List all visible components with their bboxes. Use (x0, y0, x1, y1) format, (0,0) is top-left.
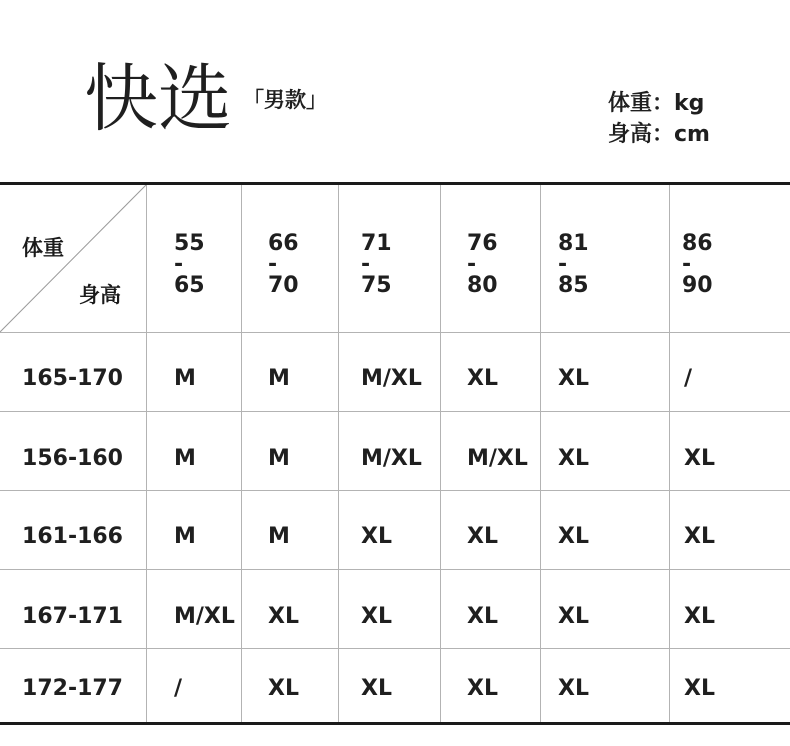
column-header-bottom: 65 (174, 273, 205, 298)
column-header-bottom: 80 (467, 273, 498, 298)
column-header-bottom: 70 (268, 273, 299, 298)
table-cell: XL (684, 676, 715, 701)
table-cell: M (268, 366, 290, 391)
row-label: 156-160 (22, 446, 123, 471)
unit-height: 身高：cm (608, 122, 710, 147)
table-cell: XL (558, 676, 589, 701)
column-header-dash: - (174, 252, 184, 277)
column-header-bottom: 75 (361, 273, 392, 298)
table-cell: XL (268, 604, 299, 629)
row-label: 165-170 (22, 366, 123, 391)
units-legend (608, 88, 710, 150)
table-cell: M/XL (361, 366, 422, 391)
table-cell: M/XL (174, 604, 235, 629)
column-header-top: 66 (268, 231, 299, 256)
grid-hline (0, 648, 790, 649)
column-header (682, 233, 713, 296)
table-cell: M (268, 446, 290, 471)
column-header-top: 81 (558, 231, 589, 256)
column-header-top: 86 (682, 231, 713, 256)
column-header-top: 71 (361, 231, 392, 256)
grid-vline (241, 185, 242, 722)
corner-weight-label: 体重 (22, 236, 64, 260)
table-cell: M/XL (361, 446, 422, 471)
table-cell: XL (467, 366, 498, 391)
row-label: 167-171 (22, 604, 123, 629)
table-cell: XL (268, 676, 299, 701)
table-cell: / (684, 366, 693, 391)
column-header (558, 233, 589, 296)
grid-hline (0, 411, 790, 412)
corner-height-label: 身高 (79, 283, 121, 307)
grid-vline (440, 185, 441, 722)
column-header-dash: - (467, 252, 477, 277)
column-header-top: 55 (174, 231, 205, 256)
table-cell: XL (684, 604, 715, 629)
column-header (174, 233, 205, 296)
table-cell: XL (558, 446, 589, 471)
column-header-dash: - (268, 252, 278, 277)
table-bottom-rule (0, 722, 790, 725)
grid-vline (338, 185, 339, 722)
table-cell: XL (467, 604, 498, 629)
row-label: 172-177 (22, 676, 123, 701)
column-header (268, 233, 299, 296)
table-cell: XL (684, 524, 715, 549)
unit-weight: 体重：kg (608, 91, 705, 116)
column-header-bottom: 90 (682, 273, 713, 298)
column-header-top: 76 (467, 231, 498, 256)
table-cell: M (174, 446, 196, 471)
table-cell: XL (467, 676, 498, 701)
table-cell: XL (361, 676, 392, 701)
column-header (361, 233, 392, 296)
column-header-dash: - (682, 252, 692, 277)
grid-vline (669, 185, 670, 722)
table-cell: XL (361, 604, 392, 629)
table-cell: XL (361, 524, 392, 549)
column-header-dash: - (558, 252, 568, 277)
grid-vline (540, 185, 541, 722)
table-cell: XL (558, 604, 589, 629)
table-cell: M/XL (467, 446, 528, 471)
table-cell: M (174, 366, 196, 391)
table-cell: XL (684, 446, 715, 471)
grid-hline (0, 569, 790, 570)
table-cell: XL (558, 366, 589, 391)
column-header-dash: - (361, 252, 371, 277)
page-subtitle: 「男款」 (243, 88, 327, 112)
table-cell: XL (467, 524, 498, 549)
table-cell: M (268, 524, 290, 549)
page-title: 快选 (84, 56, 232, 142)
row-label: 161-166 (22, 524, 123, 549)
column-header (467, 233, 498, 296)
table-cell: XL (558, 524, 589, 549)
column-header-bottom: 85 (558, 273, 589, 298)
table-cell: / (174, 676, 183, 701)
table-cell: M (174, 524, 196, 549)
grid-hline (0, 490, 790, 491)
